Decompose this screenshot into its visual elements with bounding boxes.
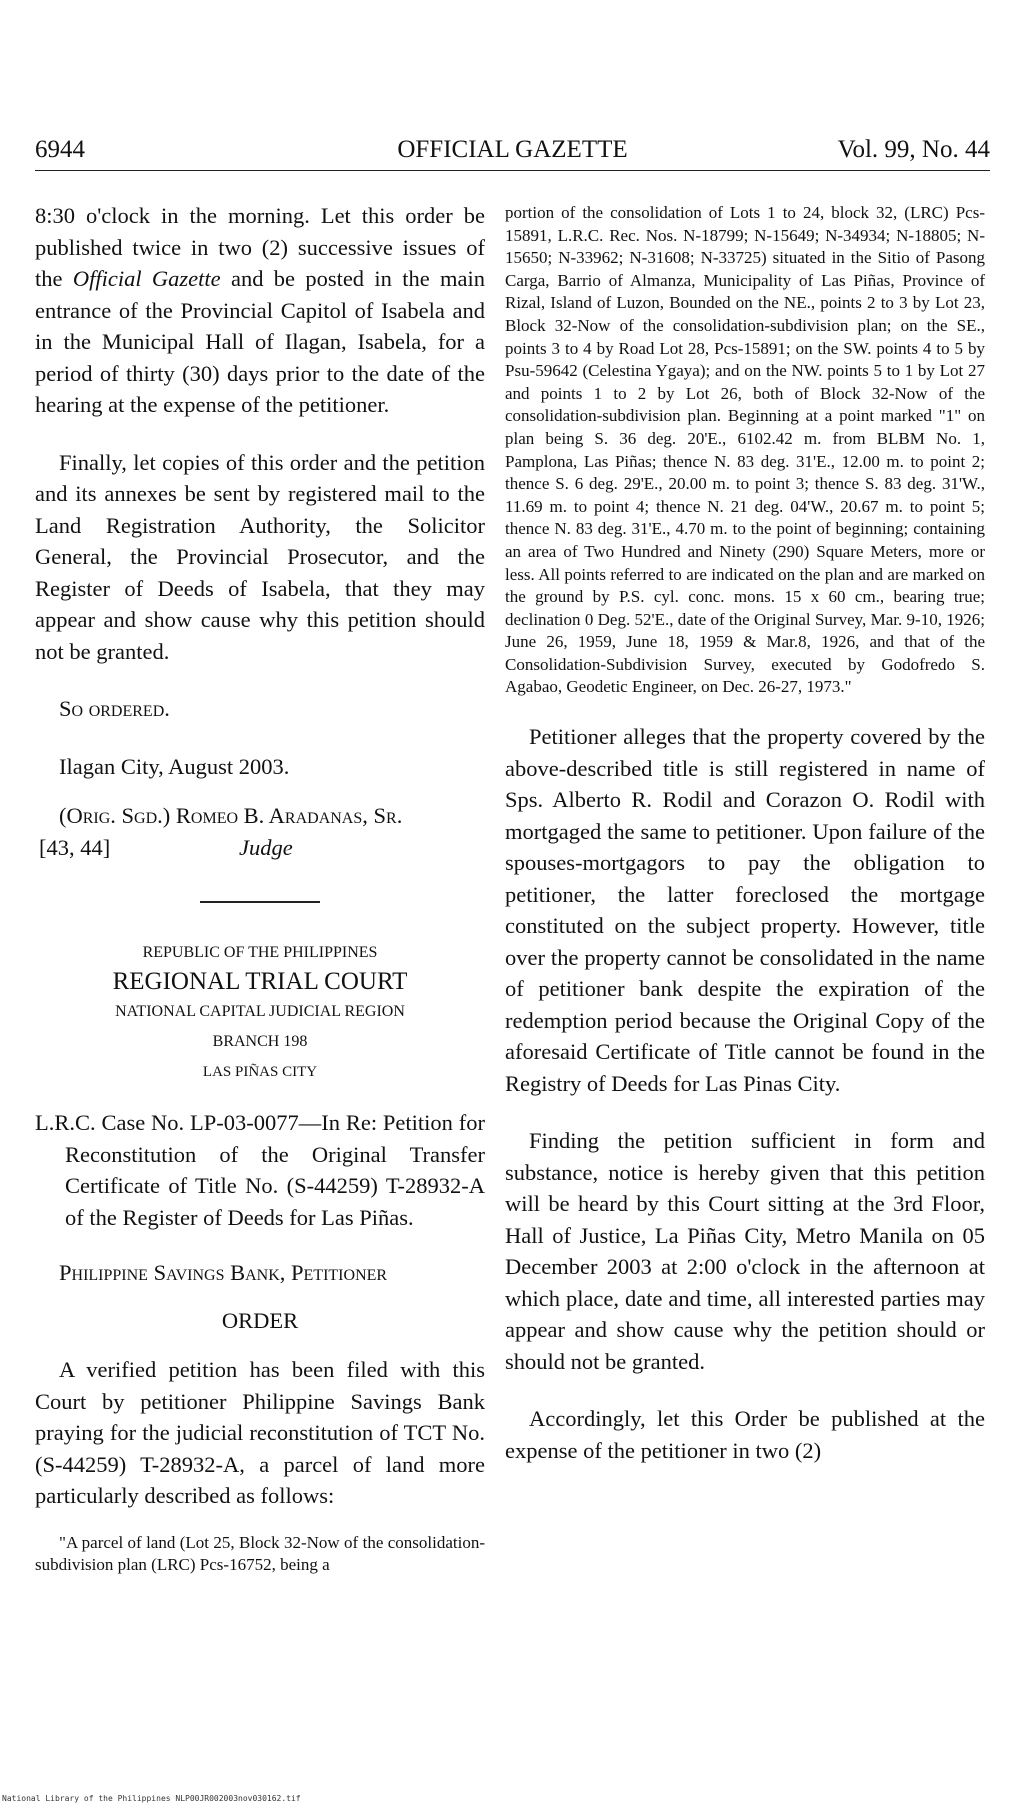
volume-number: Vol. 99, No. 44 <box>837 136 990 163</box>
page-header <box>35 136 990 171</box>
city-heading: LAS PIÑAS CITY <box>202 1064 318 1080</box>
city-date: Ilagan City, August 2003. <box>59 753 290 779</box>
judge-title: Judge <box>239 834 293 860</box>
paragraph-finding: Finding the petition sufficient in form and substance, notice is hereby given that this petition will be heard by this Court sitting at the 3rd Floor, Hall of Justice, La Piñas City, Metro Manila on 05 December 2003 at 2:00 o'clock in the afternoon at which place, date and time, all interested parties may appear and show cause why the petition should or should not be granted. <box>505 1128 985 1374</box>
land-description: portion of the consolidation of Lots 1 to 24, block 32, (LRC) Pcs-15891, L.R.C. Rec. Nos. N-18799; N-15649; N-34934; N-18805; N-15650; N-33962; N-31608; N-33725) situated in the Sitio of Pasong Carga, Barrio of Almanza, Municipality of Las Piñas, Province of Rizal, Island of Luzon, Bounded on the NE., points 2 to 3 by Lot 23, Block 32-Now of the consolidation-subdivision plan; on the SE., points 3 to 4 by Road Lot 28, Pcs-15891; on the SW. points 4 to 5 by Psu-59642 (Celestina Ygaya); and on the NW. points 5 to 1 by Lot 27 and points 1 to 2 by Lot 26, both of Block 32-Now of the consolidation-subdivision plan. Beginning at a point marked "1" on plan being S. 36 deg. 20'E., 6102.42 m. from BLBM No. 1, Pamplona, Las Piñas; thence N. 83 deg. 31'E., 12.00 m. to point 2; thence S. 6 deg. 29'E., 20.00 m. to point 3; thence S. 83 deg. 31'W., 11.69 m. to point 4; thence N. 21 deg. 04'W., 20.67 m. to point 5; thence N. 83 deg. 31'E., 4.70 m. to the point of beginning; containing an area of Two Hundred and Ninety (290) Square Meters, more or less. All points referred to are indicated on the plan and are marked on the ground by P.S. cyl. conc. mons. 15 x 60 cm., bearing true; declination 0 Deg. 52'E., date of the Original Survey, Mar. 9-10, 1926; June 26, 1959, June 18, 1959 & Mar.8, 1926, and that of the Consolidation-Subdivision Survey, executed by Godofredo S. Agabao, Geodetic Engineer, on Dec. 26-27, 1973." <box>505 203 985 697</box>
branch-heading: BRANCH 198 <box>212 1033 308 1050</box>
paragraph-alleges: Petitioner alleges that the property covered by the above-described title is still registered in name of Sps. Alberto R. Rodil and Corazon O. Rodil with mortgaged the same to petitioner. Upon failure of the spouses-mortgagors to pay the obligation to petitioner, the latter foreclosed the mortgage constituted on the subject property. However, title over the property cannot be consolidated in the name of petitioner bank despite the expiration of the redemption period because the Original Copy of the aforesaid Certificate of Title cannot be found in the Registry of Deeds for Las Pinas City. <box>505 724 985 1096</box>
issue-reference: [43, 44] <box>39 834 111 860</box>
paragraph-copies: Finally, let copies of this order and the petition and its annexes be sent by registered mail to the Land Registration Authority, the Solicitor General, the Provincial Prosecutor, and the Register of Deeds of Isabela, that they may appear and show cause why this petition should not be granted. <box>35 449 485 664</box>
petitioner-line: Philippine Savings Bank, Petitioner <box>59 1260 388 1285</box>
paragraph-publication: 8:30 o'clock in the morning. Let this order be published twice in two (2) successive issues of the Official Gazette and be posted in the main entrance of the Provincial Capitol of Isabela and in the Municipal Hall of Ilagan, Isabela, for a period of thirty (30) days prior to the date of the hearing at the expense of the petitioner. <box>35 203 485 417</box>
gazette-italic: Official Gazette <box>72 266 221 291</box>
order-paragraph: A verified petition has been filed with this Court by petitioner Philippine Savings Bank praying for the judicial reconstitution of TCT No. (S-44259) T-28932-A, a parcel of land more particularly described as follows: <box>35 1357 485 1508</box>
rtc-heading: REGIONAL TRIAL COURT <box>112 968 408 995</box>
signature: (Orig. Sgd.) Romeo B. Aradanas, Sr. <box>59 803 403 828</box>
region-heading: NATIONAL CAPITAL JUDICIAL REGION <box>115 1003 405 1020</box>
quote-start: "A parcel of land (Lot 25, Block 32-Now of the consolidation-subdivision plan (LRC) Pcs-16752, being a <box>35 1532 485 1575</box>
scan-footer: National Library of the Philippines NLP00JR002003nov030162.tif <box>2 1794 301 1803</box>
case-title: L.R.C. Case No. LP-03-0077—In Re: Petition for Reconstitution of the Original Transfer Certificate of Title No. (S-44259) T-28932-A of the Register of Deeds for Las Piñas. <box>35 1110 485 1230</box>
order-heading: ORDER <box>221 1307 299 1333</box>
gazette-title: OFFICIAL GAZETTE <box>397 136 628 163</box>
page-number: 6944 <box>35 136 85 163</box>
right-column <box>505 202 985 1466</box>
republic-heading: REPUBLIC OF THE PHILIPPINES <box>142 944 378 961</box>
signature-line <box>35 832 485 864</box>
court-heading <box>35 939 485 1087</box>
paragraph-accordingly: Accordingly, let this Order be published at the expense of the petitioner in two (2) <box>505 1406 985 1463</box>
left-column <box>35 200 485 1577</box>
so-ordered: So ordered. <box>59 696 170 721</box>
